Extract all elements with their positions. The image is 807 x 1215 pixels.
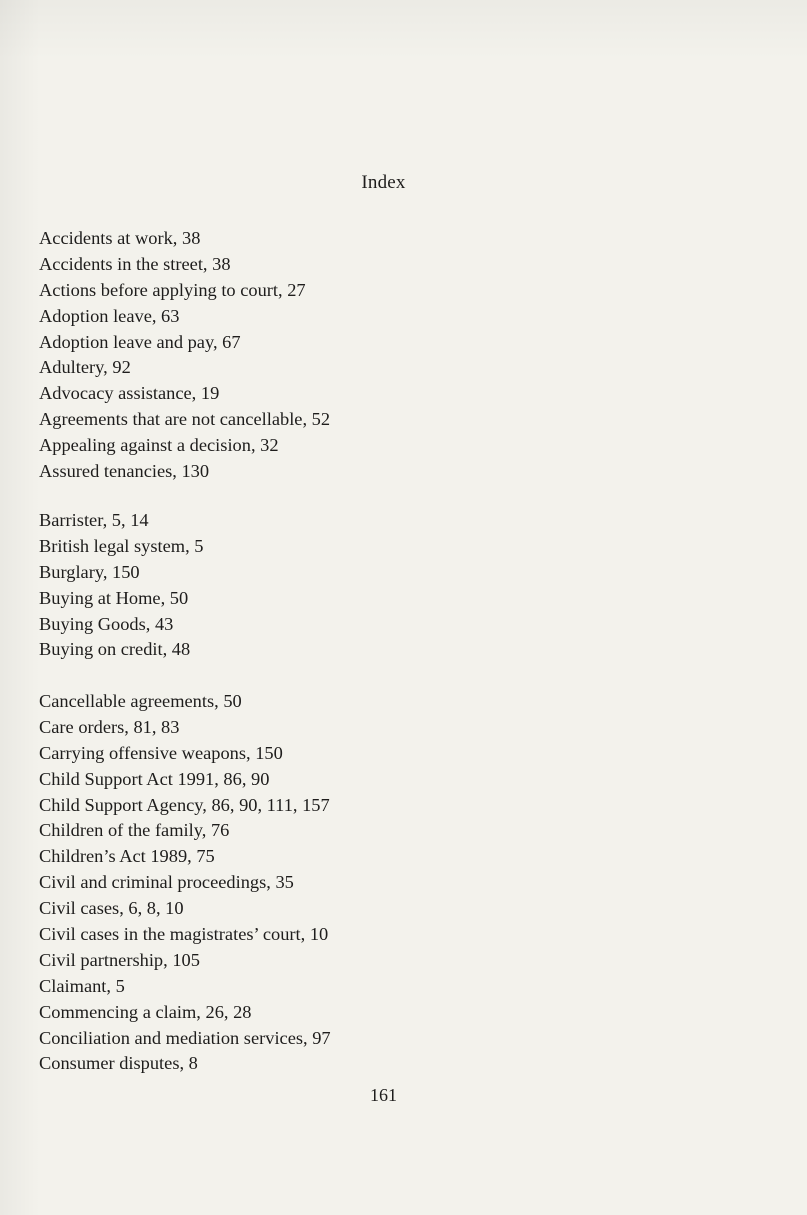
page-number: 161	[370, 1085, 397, 1105]
index-entry: Child Support Act 1991, 86, 90	[39, 768, 270, 789]
index-entry: Adoption leave and pay, 67	[39, 331, 241, 352]
index-entry: Cancellable agreements, 50	[39, 691, 242, 711]
index-entry: Buying Goods, 43	[39, 613, 174, 634]
index-entry: Children of the family, 76	[39, 820, 230, 841]
index-entry: Commencing a claim, 26, 28	[39, 1001, 252, 1022]
index-entry: Adoption leave, 63	[39, 305, 180, 326]
index-entry: Agreements that are not cancellable, 52	[39, 409, 331, 430]
index-group-b	[39, 508, 679, 663]
index-entry: Civil cases, 6, 8, 10	[39, 898, 184, 919]
index-heading: Index	[361, 172, 406, 193]
index-entry: British legal system, 5	[39, 535, 204, 556]
index-entry: Claimant, 5	[39, 975, 125, 996]
index-entry: Buying on credit, 48	[39, 639, 191, 660]
index-entry: Barrister, 5, 14	[39, 510, 149, 530]
index-entry: Adultery, 92	[39, 357, 131, 378]
index-entry: Civil partnership, 105	[39, 949, 200, 970]
index-entry: Child Support Agency, 86, 90, 111, 157	[39, 794, 330, 815]
index-entry: Appealing against a decision, 32	[39, 435, 279, 456]
index-entry: Buying at Home, 50	[39, 587, 189, 608]
index-entry: Carrying offensive weapons, 150	[39, 742, 283, 763]
index-entry: Accidents in the street, 38	[39, 253, 231, 274]
index-entry: Children’s Act 1989, 75	[39, 846, 215, 867]
index-entry: Civil and criminal proceedings, 35	[39, 872, 294, 893]
index-entry: Burglary, 150	[39, 561, 140, 582]
index-entry: Care orders, 81, 83	[39, 716, 180, 737]
index-group-c	[39, 689, 679, 1077]
index-entry: Assured tenancies, 130	[39, 461, 210, 482]
index-entry: Accidents at work, 38	[39, 228, 201, 248]
index-entry: Civil cases in the magistrates’ court, 10	[39, 924, 329, 945]
index-entry: Advocacy assistance, 19	[39, 383, 220, 404]
index-entry: Conciliation and mediation services, 97	[39, 1027, 331, 1048]
index-entry: Consumer disputes, 8	[39, 1053, 198, 1074]
index-group-a	[39, 226, 679, 485]
index-entry: Actions before applying to court, 27	[39, 279, 306, 300]
